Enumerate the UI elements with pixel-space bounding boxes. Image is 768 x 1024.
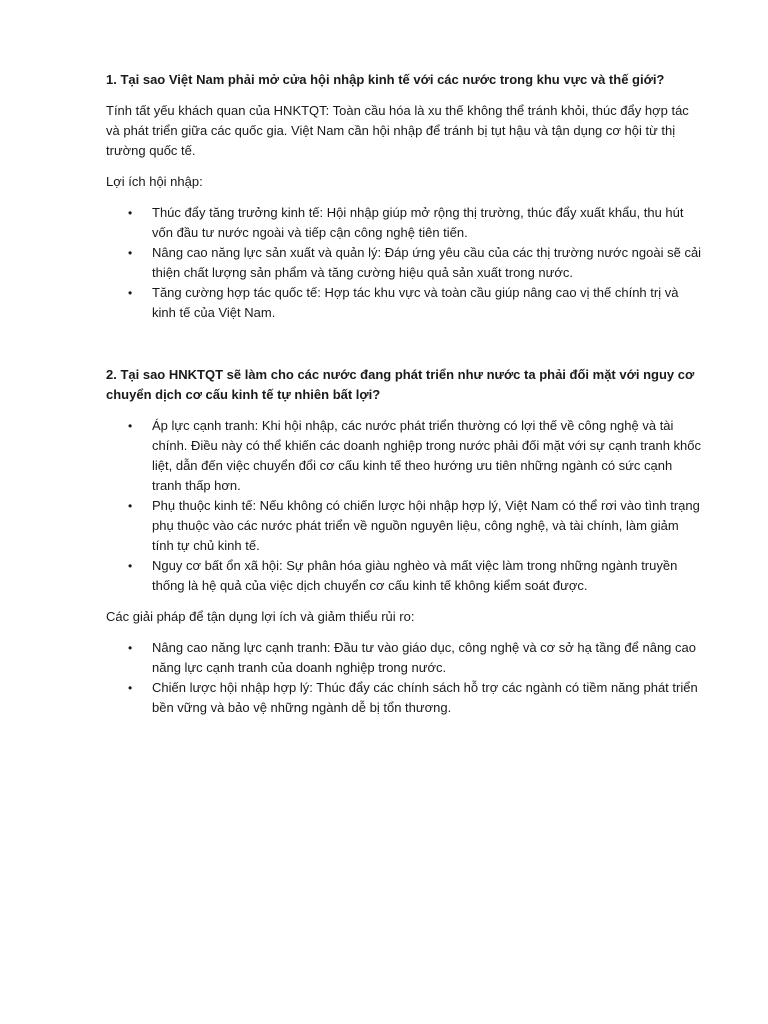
section-1-heading: 1. Tại sao Việt Nam phải mở cửa hội nhập kinh tế với các nước trong khu vực và thế giới? xyxy=(106,72,665,87)
bullet-icon: • xyxy=(128,286,133,300)
bullet-icon: • xyxy=(128,246,133,260)
document-page xyxy=(106,70,702,729)
bullet-icon: • xyxy=(128,206,133,220)
list-item-text: Thúc đẩy tăng trưởng kinh tế: Hội nhập giúp mở rộng thị trường, thúc đẩy xuất khẩu, thu hút vốn đầu tư nước ngoài và tiếp cận công nghệ tiên tiến. xyxy=(152,205,684,240)
bullet-icon: • xyxy=(128,419,133,433)
list-item xyxy=(106,283,702,323)
list-item-text: Nâng cao năng lực sản xuất và quản lý: Đáp ứng yêu cầu của các thị trường nước ngoài sẽ cải thiện chất lượng sản phẩm và tăng cường hiệu quả sản xuất trong nước. xyxy=(152,245,702,280)
list-item-text: Chiến lược hội nhập hợp lý: Thúc đẩy các chính sách hỗ trợ các ngành có tiềm năng phát triển bền vững và bảo vệ những ngành dễ bị tổn thương. xyxy=(152,680,698,715)
section-spacer xyxy=(106,334,702,365)
benefits-label: Lợi ích hội nhập: xyxy=(106,174,203,189)
list-item xyxy=(106,496,702,556)
list-item xyxy=(106,243,702,283)
list-item-text: Nâng cao năng lực cạnh tranh: Đầu tư vào giáo dục, công nghệ và cơ sở hạ tầng để nâng cao năng lực cạnh tranh của doanh nghiệp trong nước. xyxy=(152,640,696,675)
list-item-text: Phụ thuộc kinh tế: Nếu không có chiến lược hội nhập hợp lý, Việt Nam có thể rơi vào tình trạng phụ thuộc vào các nước phát triển về nguồn nguyên liệu, công nghệ, và tài chính, làm giảm tính tự chủ kinh tế. xyxy=(152,498,700,553)
list-item xyxy=(106,203,702,243)
list-item xyxy=(106,678,702,718)
bullet-icon: • xyxy=(128,681,133,695)
risks-list xyxy=(106,416,702,596)
bullet-icon: • xyxy=(128,499,133,513)
list-item xyxy=(106,638,702,678)
list-item xyxy=(106,416,702,496)
list-item xyxy=(106,556,702,596)
list-item-text: Áp lực cạnh tranh: Khi hội nhập, các nước phát triển thường có lợi thế về công nghệ và tài chính. Điều này có thể khiến các doanh nghiệp trong nước phải đối mặt với sự cạnh tranh khốc liệt, dẫn đến việc chuyển đổi cơ cấu kinh tế theo hướng ưu tiên những ngành có sức cạnh tranh thấp hơn. xyxy=(152,418,702,493)
list-item-text: Nguy cơ bất ổn xã hội: Sự phân hóa giàu nghèo và mất việc làm trong những ngành truyền thống là hệ quả của việc dịch chuyển cơ cấu kinh tế không kiểm soát được. xyxy=(152,558,678,593)
section-1-intro: Tính tất yếu khách quan của HNKTQT: Toàn cầu hóa là xu thế không thể tránh khỏi, thúc đẩy hợp tác và phát triển giữa các quốc gia. Việt Nam cần hội nhập để tránh bị tụt hậu và tận dụng cơ hội từ thị trường quốc tế. xyxy=(106,103,689,158)
list-item-text: Tăng cường hợp tác quốc tế: Hợp tác khu vực và toàn cầu giúp nâng cao vị thế chính trị và kinh tế của Việt Nam. xyxy=(152,285,679,320)
solutions-label: Các giải pháp để tận dụng lợi ích và giảm thiểu rủi ro: xyxy=(106,609,415,624)
section-2-heading: 2. Tại sao HNKTQT sẽ làm cho các nước đang phát triển như nước ta phải đối mặt với nguy cơ chuyển dịch cơ cấu kinh tế tự nhiên bất lợi? xyxy=(106,367,695,402)
bullet-icon: • xyxy=(128,641,133,655)
bullet-icon: • xyxy=(128,559,133,573)
solutions-list xyxy=(106,638,702,718)
benefits-list xyxy=(106,203,702,323)
